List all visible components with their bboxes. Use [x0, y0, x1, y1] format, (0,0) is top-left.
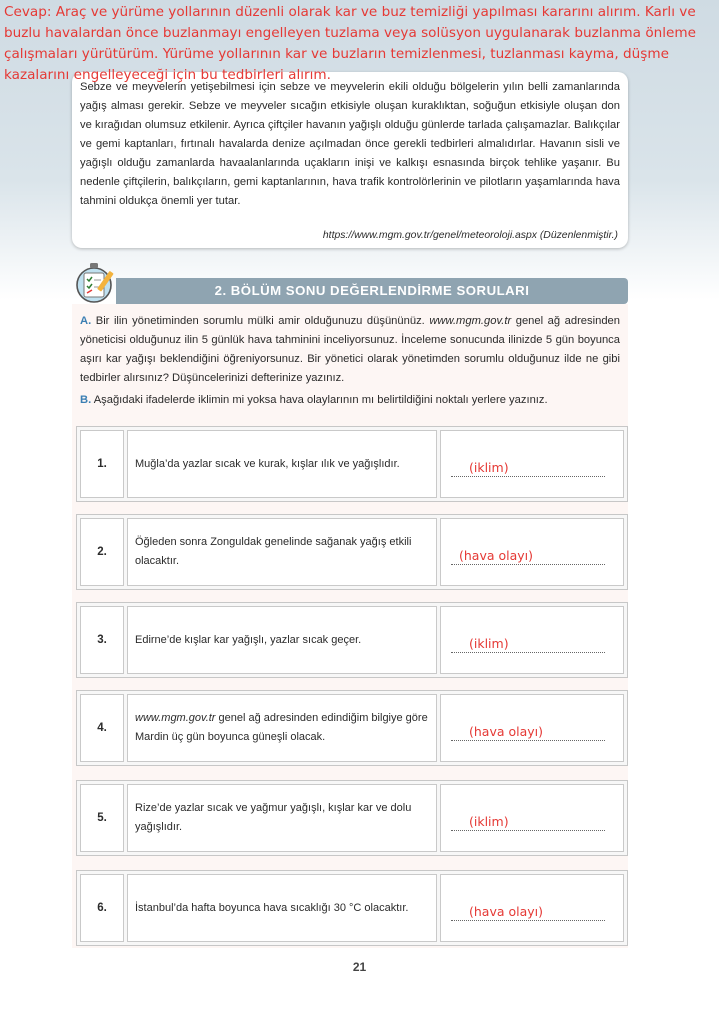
question-a	[80, 312, 620, 388]
row-statement-text: Edirne’de kışlar kar yağışlı, yazlar sıcak geçer.	[135, 633, 362, 646]
dotted-line	[451, 564, 605, 565]
row-statement	[127, 430, 437, 498]
row-statement	[127, 518, 437, 586]
handwritten-answer: (iklim)	[469, 814, 509, 829]
section-header: 2. BÖLÜM SONU DEĞERLENDİRME SORULARI	[116, 278, 628, 304]
row-statement-text: Rize’de yazlar sıcak ve yağmur yağışlı, kışlar kar ve dolu yağışlıdır.	[135, 802, 412, 833]
row-statement	[127, 874, 437, 942]
question-b-letter: B.	[80, 394, 92, 406]
answer-field[interactable]	[440, 430, 624, 498]
row-statement	[127, 694, 437, 762]
row-statement-text	[135, 709, 430, 747]
handwritten-answer: (hava olayı)	[459, 548, 534, 563]
question-a-letter: A.	[80, 315, 92, 327]
table-row	[76, 690, 628, 766]
row-number: 4.	[80, 694, 124, 762]
intro-text: Sebze ve meyvelerin yetişebilmesi için sebze ve meyvelerin ekili olduğu bölgelerin yılın belli zamanlarında yağış alması gerekir. Sebze ve meyveler sıcağın etkisiyle oluşan kuraklıktan, soğuğun etkisiyle oluşan don ve kırağıdan olumsuz etkilenir. Ayrıca çiftçiler havanın yağışlı olduğu günlerde tarlada çalışamazlar. Balıkçılar ve gemi kaptanları, fırtınalı havalarda denize açılmadan önce gerekli tedbirleri almalıdırlar. Havanın sisli ve yağışlı olduğu zamanlarda havaalanlarında uçakların inişi ve kalkışı esnasında birçok tehlike yaşanır. Bu nedenle çiftçilerin, balıkçıların, gemi kaptanlarının, hava trafik kontrolörlerinin ve pilotların yaşamlarında hava tahmini oldukça önemli yer tutar.	[80, 81, 620, 207]
question-b-text: Aşağıdaki ifadelerde iklimin mi yoksa hava olaylarının mı belirtildiğini noktalı yerlere yazınız.	[93, 394, 548, 406]
dotted-line	[451, 920, 605, 921]
table-row	[76, 780, 628, 856]
row-statement-rest: genel ağ adresinden edindiğim bilgiye göre Mardin üç gün boyunca güneşli olacak.	[135, 712, 428, 743]
row-statement	[127, 606, 437, 674]
row-statement	[127, 784, 437, 852]
dotted-line	[451, 740, 605, 741]
row-statement-text: Muğla’da yazlar sıcak ve kurak, kışlar ılık ve yağışlıdır.	[135, 457, 400, 470]
question-a-url: www.mgm.gov.tr	[429, 315, 512, 327]
row-statement-text: İstanbul’da hafta boyunca hava sıcaklığı 30 °C olacaktır.	[135, 901, 409, 914]
row-statement-url: www.mgm.gov.tr	[135, 712, 216, 724]
row-number: 5.	[80, 784, 124, 852]
row-statement-text: Öğleden sonra Zonguldak genelinde sağanak yağış etkili olacaktır.	[135, 536, 412, 567]
question-a-text-after: genel ağ adresinden yöneticisi olduğunuz ilin 5 günlük hava tahminini inceliyorsunuz. İnceleme sonucunda ilinizde 5 gün boyunca aşırı kar yağışı beklendiğini öğreniyorsunuz. Bir yönetici olarak yönetimden sorumlu olduğunuz ilde ne gibi tedbirler alırsınız? Düşüncelerinizi defterinize yazınız.	[80, 315, 620, 384]
handwritten-answer: (iklim)	[469, 636, 509, 651]
dotted-line	[451, 830, 605, 831]
table-row	[76, 426, 628, 502]
dotted-line	[451, 476, 605, 477]
answer-field[interactable]	[440, 874, 624, 942]
answer-text: Cevap: Araç ve yürüme yollarının düzenli olarak kar ve buz temizliği yapılması kararını alırım. Karlı ve buzlu havalardan önce buzlanmayı engelleyen tuzlama veya solüsyon uygulanarak buzlanma önleme çalışmaları yürütürüm. Yürüme yollarının kar ve buzların temizlenmesi, tuzlanması kayma, düşme kazalarını engelleyeceği için bu tedbirleri alırım.	[4, 4, 697, 83]
row-number: 3.	[80, 606, 124, 674]
answer-field[interactable]	[440, 784, 624, 852]
row-number: 2.	[80, 518, 124, 586]
row-number: 6.	[80, 874, 124, 942]
source-citation: https://www.mgm.gov.tr/genel/meteoroloji.aspx (Düzenlenmiştir.)	[322, 230, 618, 241]
table-row	[76, 870, 628, 946]
question-a-text-before: Bir ilin yönetiminden sorumlu mülki amir olduğunuzu düşününüz.	[95, 315, 425, 327]
handwritten-answer: (hava olayı)	[469, 904, 544, 919]
stopwatch-checklist-icon	[70, 258, 122, 304]
page-number: 21	[352, 960, 367, 974]
row-number: 1.	[80, 430, 124, 498]
answer-field[interactable]	[440, 606, 624, 674]
dotted-line	[451, 652, 605, 653]
question-b	[80, 391, 620, 410]
answer-field[interactable]	[440, 518, 624, 586]
handwritten-answer: (hava olayı)	[469, 724, 544, 739]
table-row	[76, 514, 628, 590]
handwritten-answer: (iklim)	[469, 460, 509, 475]
table-row	[76, 602, 628, 678]
answer-field[interactable]	[440, 694, 624, 762]
